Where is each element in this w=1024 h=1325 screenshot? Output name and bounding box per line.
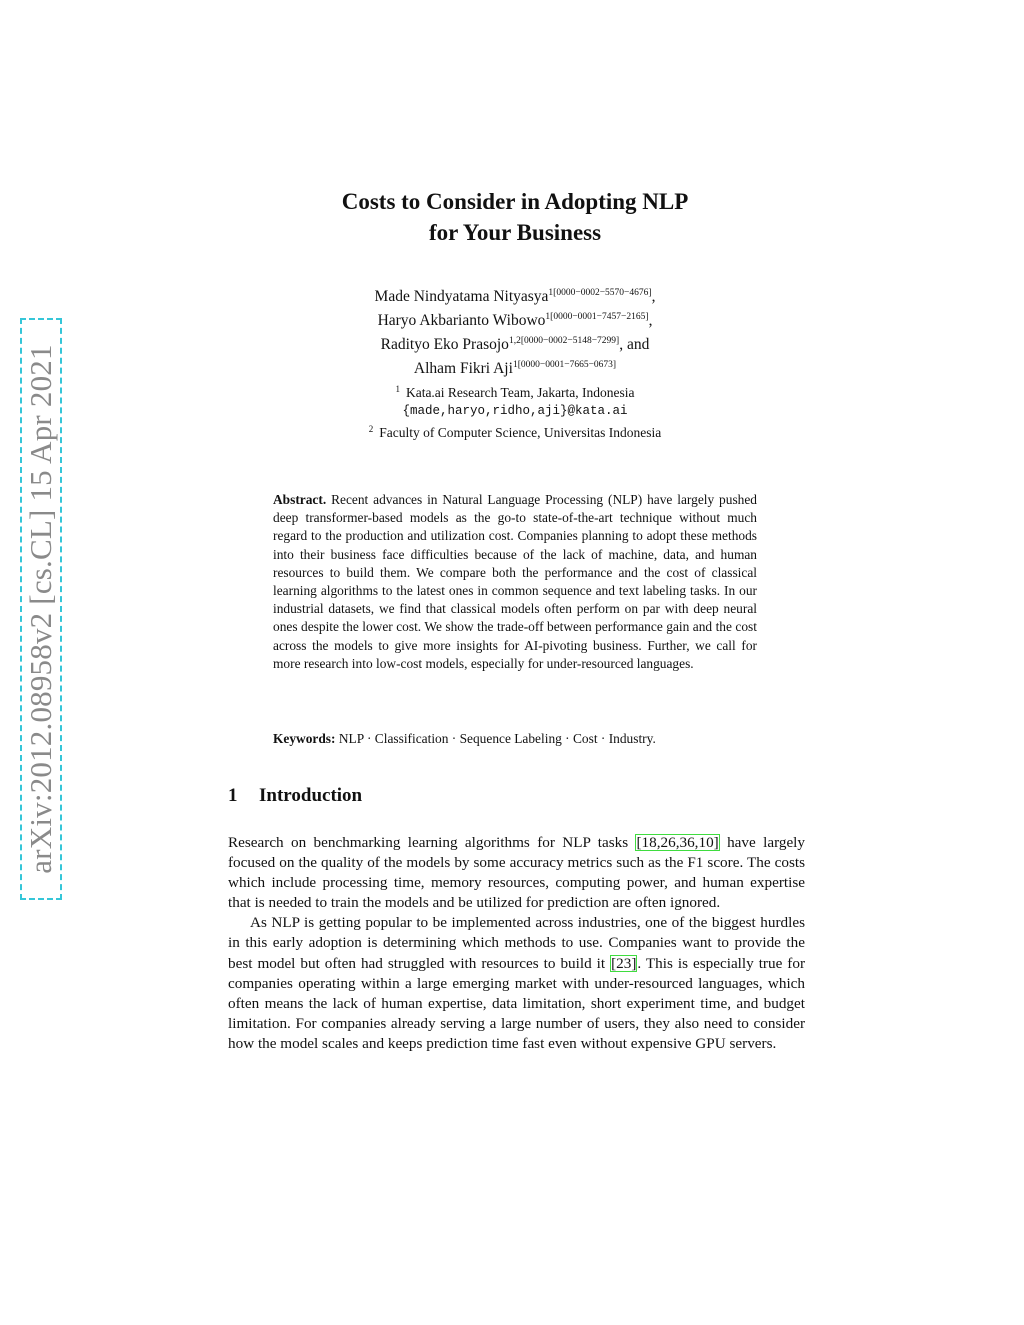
citation-link[interactable]: [23] [611, 954, 637, 972]
arxiv-identifier-text[interactable]: arXiv:2012.08958v2 [cs.CL] 15 Apr 2021 [23, 344, 58, 874]
paragraph: As NLP is getting popular to be implemented across industries, one of the biggest hurdles in this early adoption is determining which methods to use. Companies want to provide the best model but often had struggled with resources to build it [23]. This is especially true for companies operating within a large emerging market with under-resourced languages, which often means the lack of human expertise, data limitation, short experiment time, and budget limitation. For companies already serving a large number of users, they also need to consider how the model scales and keeps prediction time fast even without expensive GPU servers. [228, 914, 805, 1052]
arxiv-identifier-stamp[interactable] [20, 318, 62, 900]
author-orcid: 1[0000−0001−7457−2165] [545, 312, 649, 322]
keywords-label: Keywords: [273, 731, 336, 746]
email-addresses: {made,haryo,ridho,aji}@kata.ai [402, 404, 628, 418]
citation-link[interactable]: [18,26,36,10] [636, 834, 719, 851]
author-list [230, 283, 800, 379]
paper-title [230, 186, 800, 248]
paper-title-line-1: Costs to Consider in Adopting NLP [341, 189, 689, 214]
abstract-text: Recent advances in Natural Language Processing (NLP) have largely pushed deep transformer-based models as the go-to state-of-the-art technique without much regard to the production and utilization cost. Companies planning to adopt these methods into their business face difficulties because of the lack of machine, data, and human resources to build them. We compare both the performance and the cost of classical learning algorithms to the latest ones in common sequence and text labeling tasks. In our industrial datasets, we find that classical models often perform on par with deep neural ones despite the lower cost. We show the trade-off between performance gain and the cost across the models to give more insights for AI-pivoting business. Further, we call for more research into low-cost models, especially for under-resourced languages. [273, 492, 757, 671]
affiliation-2: $^2$ Faculty of Computer Science, Universitas Indonesia [368, 424, 662, 440]
author-orcid: 1[0000−0001−7665−0673] [512, 360, 617, 370]
author: Haryo Akbarianto Wibowo$^{1[0000-0001-7457-2165]}$, [377, 312, 653, 329]
abstract [273, 491, 757, 673]
affiliations [230, 380, 800, 442]
author: Radityo Eko Prasojo$^{1,2[0000-0002-5148-7299]}$, and [380, 336, 650, 353]
abstract-label: Abstract. [273, 492, 327, 507]
introduction-body [228, 833, 805, 1054]
author: Alham Fikri Aji$^{1[0000-0001-7665-0673]}$ [413, 360, 617, 377]
author-orcid: 1[0000−0002−5570−4676] [548, 288, 652, 298]
keywords [273, 731, 763, 747]
section-title: Introduction [259, 785, 363, 806]
paper-title-line-2: for Your Business [428, 220, 602, 245]
section-number: 1 [228, 785, 238, 806]
section-heading [228, 785, 362, 807]
affiliation-1: $^1$ Kata.ai Research Team, Jakarta, Indonesia [395, 384, 635, 400]
paragraph: Research on benchmarking learning algorithms for NLP tasks [18,26,36,10] have largely focused on the quality of the models by some accuracy metrics such as the F1 score. The costs which include processing time, memory resources, computing power, and human expertise that is needed to train the models and be utilized for prediction are often ignored. [228, 834, 805, 912]
author: Made Nindyatama Nityasya$^{1[0000-0002-5570-4676]}$, [374, 288, 656, 305]
author-orcid: 1,2[0000−0002−5148−7299] [508, 336, 620, 346]
keywords-text: NLP · Classification · Sequence Labeling · Cost · Industry. [338, 731, 656, 746]
